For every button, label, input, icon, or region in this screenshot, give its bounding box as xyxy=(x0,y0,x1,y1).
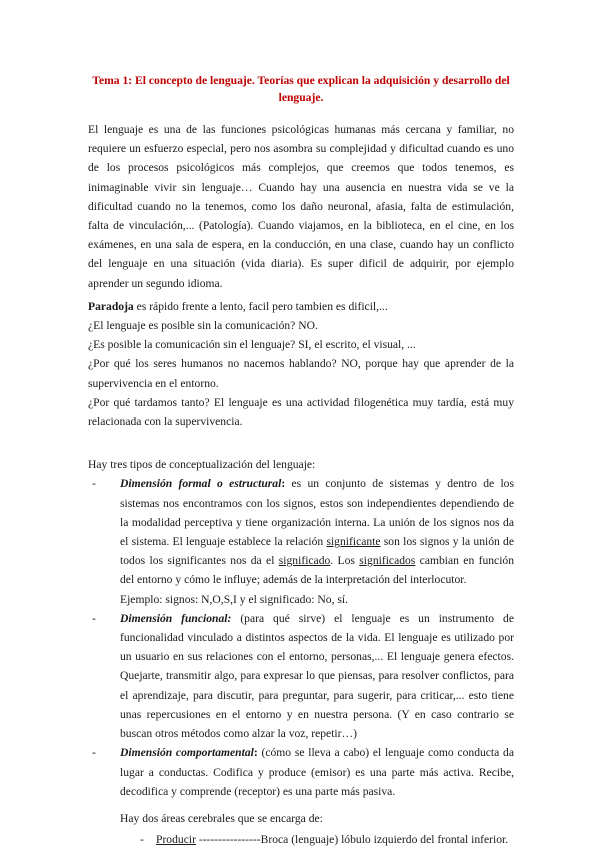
areas-list xyxy=(88,830,514,849)
question-line: ¿Por qué tardamos tanto? El lenguaje es una actividad filogenética muy tardía, está muy relacionada con la supervivencia. xyxy=(88,395,514,429)
intro-paragraph: El lenguaje es una de las funciones psicológicas humanas más cercana y familiar, no requiere un esfuerzo especial, pero nos asombra su complejidad y dificultad cuando es uno de los procesos psicológicos más complejos, que creemos que todos tenemos, es inimaginable vivir sin lenguaje… Cuando hay una ausencia en nuestra vida se ve la dificultad cuando no la tenemos, como los daño neuronal, afasia, falta de estimulación, falta de vinculación,... (Patología). Cuando viajamos, en la biblioteca, en el cine, en los exámenes, en una sala de espera, en la conducción, en una clase, cuando hay un conflicto del lenguaje en una situación (vida diaria). Es super dificil de adquirir, por ejemplo aprender un segundo idioma. xyxy=(88,123,514,290)
question-line: ¿Es posible la comunicación sin el lenguaje? SI, el escrito, el visual, ... xyxy=(88,338,416,352)
dimension-formal: - Dimensión formal o estructural: es un conjunto de sistemas y dentro de los sistemas nos encontramos con los signos, estos son independientes dependiendo de la modalidad perceptiva y tiene organización interna. La unión de los signos nos da el sistema. El lenguaje establece la relación significante son los signos y la unión de todos los significantes nos da el significado. Los significados cambian en función del entorno y cómo le influye; además de la interpretación del interlocutor. Ejemplo: signos: N,O,S,I y el significado: No, sí. xyxy=(88,474,514,608)
underlined-term: significados xyxy=(359,554,416,568)
question-line: ¿Por qué los seres humanos no nacemos hablando? NO, porque hay que aprender de la supervivencia en el entorno. xyxy=(88,357,514,390)
underlined-term: significante xyxy=(326,535,381,549)
area-producir: - Producir ----------------Broca (lenguaje) lóbulo izquierdo del frontal inferior. xyxy=(144,830,514,849)
document-title: Tema 1: El concepto de lenguaje. Teorías que explican la adquisición y desarrollo del lenguaje. xyxy=(92,74,510,104)
question-line: ¿El lenguaje es posible sin la comunicación? NO. xyxy=(88,319,318,333)
dimension-term: Dimensión formal o estructural xyxy=(120,477,282,491)
areas-intro: Hay dos áreas cerebrales que se encarga de: xyxy=(120,811,323,825)
list-dash: - xyxy=(92,477,96,491)
dimension-term: Dimensión comportamental xyxy=(120,746,254,760)
example-line: Ejemplo: signos: N,O,S,I y el significado: No, sí. xyxy=(120,592,348,606)
dimension-funcional: - Dimensión funcional: (para qué sirve) el lenguaje es un instrumento de funcionalidad vinculado a distintos aspectos de la vida. El lenguaje es utilizado por un usuario en sus relaciones con el entorno, personas,... El lenguaje genera efectos. Quejarte, transmitir algo, para expresar lo que piensas, para resolver conflictos, para el aprendizaje, para discutir, para preguntar, para sugerir, para criticar,... esto tiene unas repercusiones en el entorno y en nuestra persona. (Y en caso contrario se buscan otros métodos como alzar la voz, repetir…) xyxy=(88,609,514,743)
list-dash: - xyxy=(92,611,96,625)
list-dash: - xyxy=(140,833,144,847)
underlined-term: significado xyxy=(278,554,331,568)
types-intro: Hay tres tipos de conceptualización del lenguaje: xyxy=(88,458,316,472)
list-dash: - xyxy=(92,746,96,760)
dimension-comportamental: - Dimensión comportamental: (cómo se lleva a cabo) el lenguaje como conducta da lugar a conductas. Codifica y produce (emisor) es una parte más activa. Recibe, decodifica y comprende (receptor) es una parte más pasiva. xyxy=(88,743,514,801)
paradoja-label: Paradoja xyxy=(88,299,134,313)
paradoja-line xyxy=(88,297,514,316)
paradoja-text: es rápido frente a lento, facil pero tambien es dificil,... xyxy=(133,299,388,313)
dimension-list xyxy=(88,474,514,800)
spacer xyxy=(88,431,514,455)
underlined-term: Producir xyxy=(156,833,196,847)
dimension-term: Dimensión funcional: xyxy=(120,611,232,625)
